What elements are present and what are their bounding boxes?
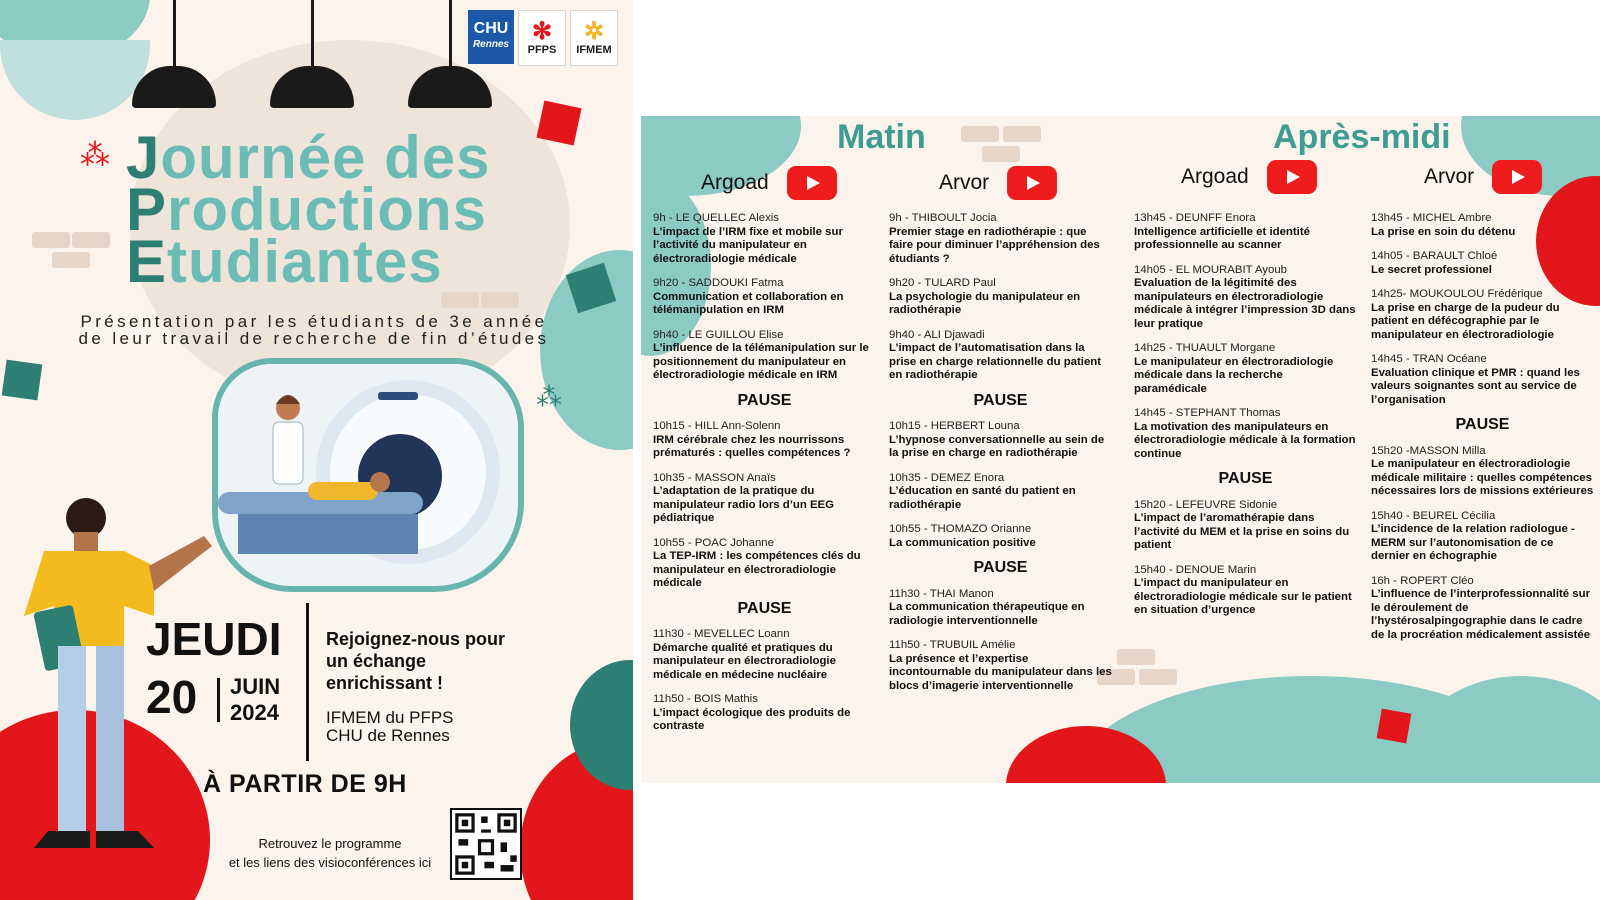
lamp-icon <box>270 0 354 110</box>
session-item <box>889 329 1112 383</box>
youtube-play-icon[interactable] <box>787 166 837 200</box>
decor-blob <box>0 40 150 120</box>
schedule-column-morning-argoad <box>653 212 876 745</box>
session-topic: Evaluation clinique et PMR : quand les valeurs soignantes sont au service de l’organisation <box>1371 366 1580 406</box>
afternoon-title: Après-midi <box>1273 118 1451 156</box>
decor-brick <box>441 292 479 308</box>
session-topic: L’incidence de la relation radiologue - MERM sur l’autonomisation de ce dernier en échographie <box>1371 523 1575 562</box>
session-presenter: 10h55 - THOMAZO Orianne <box>889 523 1032 535</box>
session-topic: La prise en soin du détenu <box>1371 225 1516 238</box>
session-item <box>653 693 876 734</box>
room-name: Arvor <box>1424 165 1475 188</box>
session-item <box>1134 564 1357 618</box>
room-header-morning-argoad <box>701 166 837 200</box>
room-header-afternoon-argoad <box>1181 160 1317 194</box>
session-topic: L’impact de l’automatisation dans la prise en charge relationnelle du patient en radiothérapie <box>889 342 1102 381</box>
session-item <box>1134 342 1357 396</box>
qr-code[interactable] <box>450 808 522 880</box>
pfps-logo: ✻ PFPS <box>518 10 566 66</box>
session-topic: Communication et collaboration en télémanipulation en IRM <box>653 290 844 316</box>
session-topic: Le manipulateur en électroradiologie médicale militaire : quelles compétences nécessaires lors de missions extérieures <box>1371 458 1594 497</box>
session-item <box>1371 445 1594 499</box>
session-presenter: 9h - THIBOULT Jocia <box>889 212 997 224</box>
session-presenter: 11h50 - TRUBUIL Amélie <box>889 639 1016 651</box>
mri-scanner-icon <box>218 364 518 586</box>
invitation-text: Rejoignez-nous pour un échange enrichissant ! <box>326 629 505 693</box>
session-presenter: 15h20 -MASSON Milla <box>1371 444 1486 457</box>
poster-subtitle: Présentation par les étudiants de 3e année de leur travail de recherche de fin d’études <box>78 312 550 348</box>
session-item <box>1371 212 1594 239</box>
pause-label: PAUSE <box>1218 470 1273 487</box>
session-item <box>889 639 1112 693</box>
decor-brick <box>961 126 999 142</box>
session-topic: L’influence de l’interprofessionnalité sur le déroulement de l’hystérosalpingographie dans le cadre de la procréation médicalement assistée <box>1371 588 1591 641</box>
room-name: Argoad <box>701 171 769 194</box>
room-name: Arvor <box>939 171 990 194</box>
decor-brick <box>1003 126 1041 142</box>
session-item <box>889 420 1112 461</box>
schedule-column-afternoon-argoad <box>1134 212 1357 629</box>
event-location: IFMEM du PFPS CHU de Rennes <box>326 708 454 745</box>
event-month: JUIN <box>230 674 281 699</box>
pause-label: PAUSE <box>973 559 1028 576</box>
session-topic: La psychologie du manipulateur en radiothérapie <box>889 290 1081 316</box>
session-presenter: 10h35 - DEMEZ Enora <box>889 471 1005 484</box>
session-item <box>889 472 1112 513</box>
session-topic: Premier stage en radiothérapie : que faire pour diminuer l’appréhension des étudiants ? <box>889 225 1100 265</box>
pause-label: PAUSE <box>737 391 792 409</box>
session-topic: IRM cérébrale chez les nourrissons prématurés : quelles compétences ? <box>653 433 851 459</box>
decor-brick <box>32 232 70 248</box>
session-topic: Intelligence artificielle et identité professionnelle au scanner <box>1134 225 1310 251</box>
session-topic: La communication positive <box>889 536 1036 549</box>
decor-square <box>1377 709 1412 744</box>
session-presenter: 11h50 - BOIS Mathis <box>653 693 758 705</box>
decor-brick <box>1139 669 1177 685</box>
session-topic: L’influence de la télémanipulation sur le positionnement du manipulateur en électroradiologie médicale en IRM <box>653 342 869 381</box>
poster-title-line-1: Journée des <box>126 124 491 191</box>
ifmem-logo: ✲ IFMEM <box>570 10 618 66</box>
session-topic: L’impact écologique des produits de contraste <box>653 706 851 732</box>
session-item <box>653 212 876 266</box>
student-illustration <box>14 496 234 866</box>
session-presenter: 16h - ROPERT Cléo <box>1371 574 1474 587</box>
session-item <box>1371 288 1594 342</box>
session-topic: L’impact du manipulateur en électroradiologie médicale sur le patient en situation d’urgence <box>1134 577 1352 616</box>
session-topic: L’hypnose conversationnelle au sein de la prise en charge en radiothérapie <box>889 433 1105 459</box>
block-divider <box>306 603 309 761</box>
session-item <box>1371 250 1594 277</box>
session-presenter: 14h25 - THUAULT Morgane <box>1134 342 1276 354</box>
session-item <box>653 420 876 461</box>
session-presenter: 15h40 - DENOUE Marin <box>1134 563 1257 576</box>
session-presenter: 9h - LE QUELLEC Alexis <box>653 212 779 224</box>
poster-title-line-2: Productions <box>126 176 488 243</box>
date-divider <box>217 678 220 722</box>
session-item <box>889 523 1112 550</box>
decor-brick <box>1117 649 1155 665</box>
session-item <box>1371 575 1594 643</box>
event-poster <box>0 0 633 900</box>
session-topic: L’éducation en santé du patient en radiothérapie <box>889 485 1076 511</box>
session-item <box>889 588 1112 629</box>
youtube-play-icon[interactable] <box>1007 166 1057 200</box>
session-presenter: 14h25- MOUKOULOU Frédérique <box>1371 288 1543 300</box>
program-link-text: Retrouvez le programme et les liens des visioconférences ici <box>228 836 432 870</box>
youtube-play-icon[interactable] <box>1267 160 1317 194</box>
event-day-number: 20 <box>146 671 198 723</box>
session-item <box>1134 212 1357 253</box>
pause-label: PAUSE <box>737 599 792 617</box>
youtube-play-icon[interactable] <box>1492 160 1542 194</box>
event-day-name: JEUDI <box>146 613 282 665</box>
session-item <box>653 329 876 383</box>
session-topic: L’adaptation de la pratique du manipulateur radio lors d’un EEG pédiatrique <box>653 485 835 524</box>
session-topic: Le secret professionel <box>1371 263 1492 276</box>
session-item <box>889 277 1112 318</box>
session-item <box>1134 264 1357 332</box>
session-topic: La communication thérapeutique en radiologie interventionnelle <box>889 601 1085 627</box>
session-presenter: 10h15 - HILL Ann-Solenn <box>653 420 781 432</box>
session-topic: La présence et l’expertise incontournable du manipulateur dans les blocs d’imagerie interventionnelle <box>889 652 1112 692</box>
event-year: 2024 <box>230 700 279 725</box>
mri-illustration <box>212 358 524 592</box>
session-item <box>653 537 876 591</box>
morning-title: Matin <box>837 118 926 156</box>
session-presenter: 14h05 - EL MOURABIT Ayoub <box>1134 263 1288 276</box>
programme-panel <box>641 116 1600 783</box>
session-presenter: 11h30 - MEVELLEC Loann <box>653 628 790 640</box>
session-presenter: 14h45 - TRAN Océane <box>1371 353 1487 365</box>
decor-brick <box>52 252 90 268</box>
session-presenter: 11h30 - THAI Manon <box>889 587 994 600</box>
session-topic: Démarche qualité et pratiques du manipulateur en électroradiologie médicale en médecine nucléaire <box>653 641 836 681</box>
session-presenter: 13h45 - MICHEL Ambre <box>1371 212 1492 224</box>
room-header-afternoon-arvor <box>1424 160 1542 194</box>
session-topic: La prise en charge de la pudeur du patient en défécographie par le manipulateur en électroradiologie <box>1371 301 1560 341</box>
pause-label: PAUSE <box>973 391 1028 409</box>
session-presenter: 15h20 - LEFEUVRE Sidonie <box>1134 498 1278 511</box>
session-topic: La motivation des manipulateurs en électroradiologie médicale à la formation continue <box>1134 420 1356 460</box>
lamp-icon <box>132 0 216 110</box>
session-presenter: 13h45 - DEUNFF Enora <box>1134 212 1256 224</box>
session-item <box>1371 353 1594 407</box>
decor-square <box>536 100 581 145</box>
session-presenter: 14h45 - STEPHANT Thomas <box>1134 407 1281 419</box>
session-presenter: 9h20 - TULARD Paul <box>889 277 996 289</box>
session-topic: Evaluation de la légitimité des manipulateurs en électroradiologie médicale à intégrer l’impression 3D dans leur pratique <box>1134 277 1356 330</box>
session-item <box>653 628 876 682</box>
decor-square <box>2 360 43 401</box>
session-item <box>889 212 1112 266</box>
room-header-morning-arvor <box>939 166 1057 200</box>
session-presenter: 15h40 - BEUREL Cécilia <box>1371 509 1496 522</box>
confetti-icon: ⁂ <box>80 139 110 172</box>
room-name: Argoad <box>1181 165 1249 188</box>
session-topic: L’impact de l’IRM fixe et mobile sur l’activité du manipulateur en électroradiologie médicale <box>653 225 843 265</box>
session-presenter: 9h20 - SADDOUKI Fatma <box>653 277 784 289</box>
session-topic: L’impact de l’aromathérapie dans l’activité du MEM et la prise en soins du patient <box>1134 512 1350 551</box>
event-start-time: À PARTIR DE 9H <box>203 770 407 798</box>
poster-title-line-3: Etudiantes <box>126 228 443 295</box>
session-presenter: 10h35 - MASSON Anaïs <box>653 471 776 484</box>
session-item <box>653 472 876 526</box>
session-presenter: 14h05 - BARAULT Chloé <box>1371 250 1498 262</box>
schedule-column-afternoon-arvor <box>1371 212 1594 653</box>
session-item <box>1134 407 1357 461</box>
confetti-icon: ⁂ <box>536 382 562 412</box>
session-presenter: 9h40 - ALI Djawadi <box>889 328 985 341</box>
pause-label: PAUSE <box>1455 416 1510 433</box>
schedule-column-morning-arvor <box>889 212 1112 704</box>
decor-brick <box>481 292 519 308</box>
session-presenter: 10h15 - HERBERT Louna <box>889 420 1020 432</box>
session-item <box>1371 510 1594 564</box>
session-topic: Le manipulateur en électroradiologie médicale dans la recherche paramédicale <box>1134 355 1334 395</box>
session-item <box>1134 499 1357 553</box>
decor-brick <box>982 146 1020 162</box>
session-topic: La TEP-IRM : les compétences clés du manipulateur en électroradiologie médicale <box>653 550 861 589</box>
session-item <box>653 277 876 318</box>
session-presenter: 9h40 - LE GUILLOU Elise <box>653 328 784 341</box>
partner-logos <box>468 10 618 66</box>
chu-rennes-logo: CHU Rennes <box>468 10 514 64</box>
session-presenter: 10h55 - POAC Johanne <box>653 536 774 549</box>
decor-brick <box>72 232 110 248</box>
